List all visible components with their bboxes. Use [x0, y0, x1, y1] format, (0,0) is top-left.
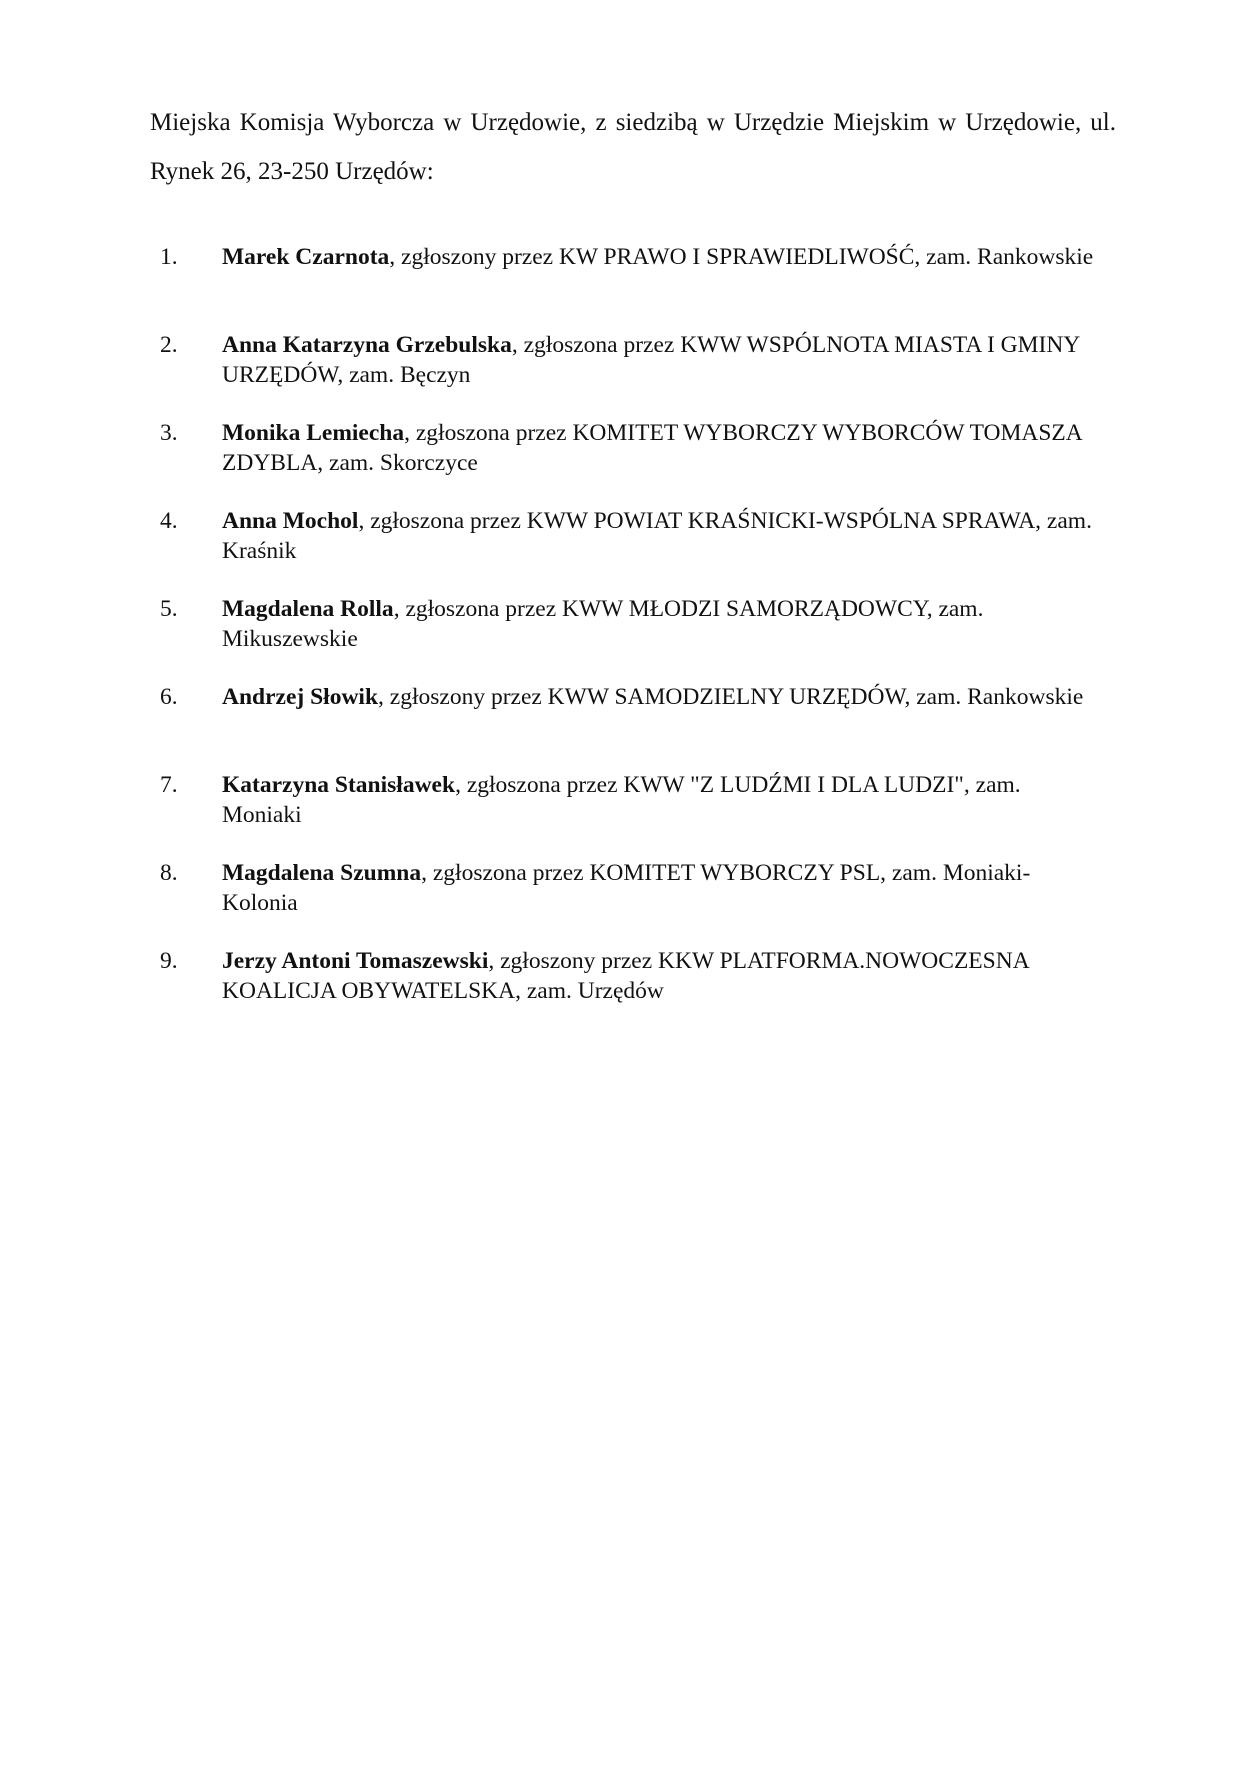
item-text: [222, 506, 1102, 566]
member-detail: , zgłoszona przez KWW POWIAT KRAŚNICKI-WSPÓLNA SPRAWA, zam. Kraśnik: [222, 508, 1092, 564]
member-list-item: [0, 946, 1260, 1034]
member-name: Andrzej Słowik: [222, 684, 379, 710]
member-detail: , zgłoszony przez KKW PLATFORMA.NOWOCZESNA KOALICJA OBYWATELSKA, zam. Urzędów: [222, 948, 1029, 1004]
member-detail: , zgłoszona przez KWW WSPÓLNOTA MIASTA I GMINY URZĘDÓW, zam. Bęczyn: [222, 332, 1080, 388]
member-list-item: [0, 858, 1260, 946]
member-list-item: [0, 418, 1260, 506]
member-name: Anna Mochol: [222, 508, 359, 534]
member-list-item: [0, 330, 1260, 418]
member-name: Monika Lemiecha: [222, 420, 405, 446]
member-list-item: [0, 594, 1260, 682]
item-text: [222, 682, 1102, 712]
item-text: [222, 946, 1102, 1006]
member-name: Magdalena Rolla: [222, 596, 394, 622]
member-name: Anna Katarzyna Grzebulska: [222, 332, 512, 358]
item-number: 5.: [160, 596, 178, 622]
item-text: [222, 858, 1102, 918]
member-list-item: [0, 682, 1260, 770]
member-name: Marek Czarnota: [222, 244, 390, 270]
item-text: [222, 594, 1102, 654]
item-text: [222, 242, 1102, 272]
item-text: [222, 330, 1102, 390]
member-detail: , zgłoszona przez KOMITET WYBORCZY WYBORCÓW TOMASZA ZDYBLA, zam. Skorczyce: [222, 420, 1082, 476]
member-detail: , zgłoszona przez KWW MŁODZI SAMORZĄDOWCY, zam. Mikuszewskie: [222, 596, 984, 652]
item-text: [222, 770, 1102, 830]
item-number: 3.: [160, 420, 178, 446]
member-list-item: [0, 242, 1260, 330]
commission-header: Miejska Komisja Wyborcza w Urzędowie, z siedzibą w Urzędzie Miejskim w Urzędowie, ul. Rynek 26, 23-250 Urzędów:: [150, 109, 1116, 185]
item-number: 4.: [160, 508, 178, 534]
item-number: 9.: [160, 948, 178, 974]
member-name: Jerzy Antoni Tomaszewski: [222, 948, 489, 974]
member-detail: , zgłoszona przez KWW "Z LUDŹMI I DLA LUDZI", zam. Moniaki: [222, 772, 1021, 828]
item-number: 7.: [160, 772, 178, 798]
item-number: 8.: [160, 860, 178, 886]
member-name: Katarzyna Stanisławek: [222, 772, 456, 798]
item-number: 6.: [160, 684, 178, 710]
item-number: 1.: [160, 244, 178, 270]
member-detail: , zgłoszony przez KW PRAWO I SPRAWIEDLIWOŚĆ, zam. Rankowskie: [389, 244, 1094, 270]
member-detail: , zgłoszona przez KOMITET WYBORCZY PSL, zam. Moniaki-Kolonia: [222, 860, 1031, 916]
member-list-item: [0, 770, 1260, 858]
item-text: [222, 418, 1102, 478]
member-detail: , zgłoszony przez KWW SAMODZIELNY URZĘDÓW, zam. Rankowskie: [378, 684, 1084, 710]
member-list-item: [0, 506, 1260, 594]
member-name: Magdalena Szumna: [222, 860, 422, 886]
item-number: 2.: [160, 332, 178, 358]
member-list: [0, 242, 1260, 1034]
